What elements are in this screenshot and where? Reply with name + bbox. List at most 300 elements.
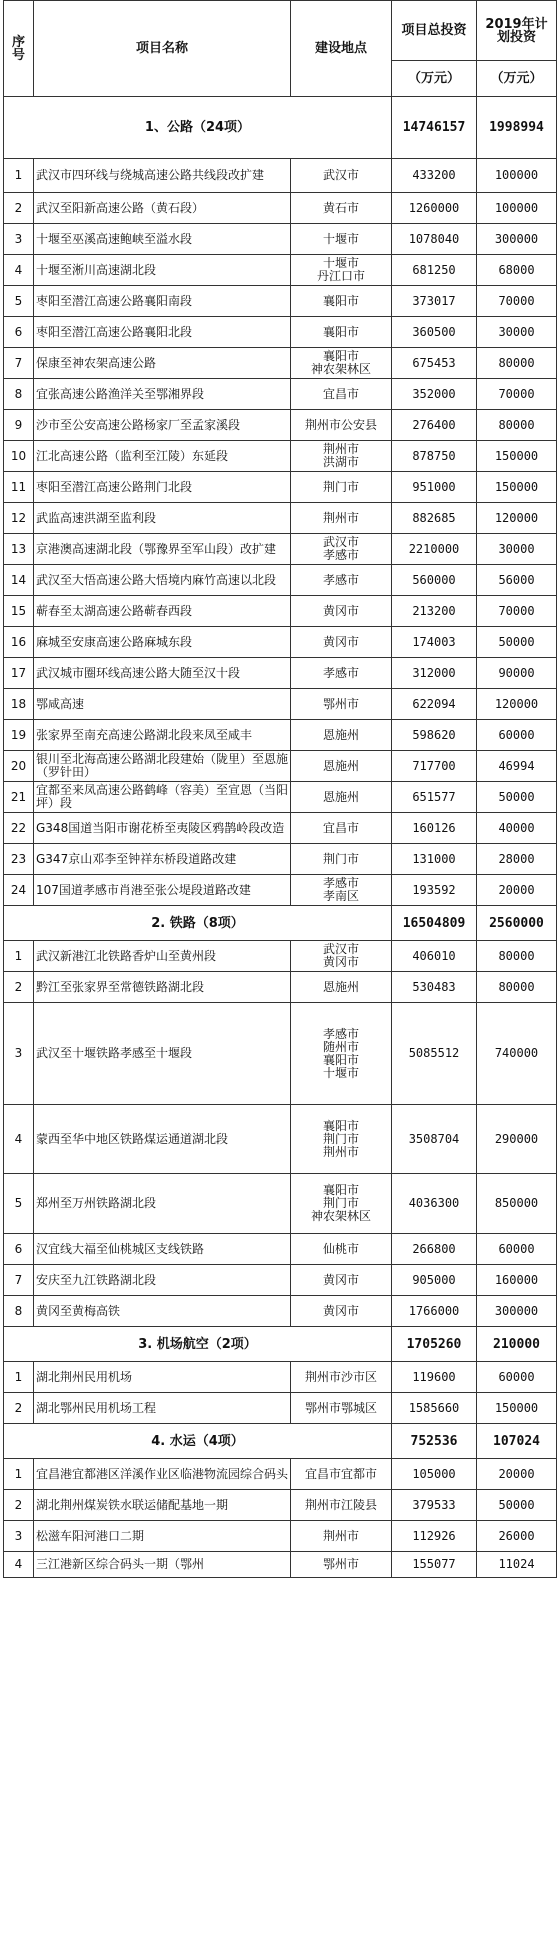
table-row <box>4 159 557 193</box>
row-index: 21 <box>4 782 34 813</box>
table-row <box>4 1265 557 1296</box>
project-total: 675453 <box>392 348 477 379</box>
project-total: 951000 <box>392 472 477 503</box>
project-total: 193592 <box>392 875 477 906</box>
location-line: 襄阳市 <box>322 1183 359 1197</box>
project-plan: 50000 <box>477 782 557 813</box>
section-plan: 1998994 <box>477 97 557 159</box>
section-title: 4. 水运（4项） <box>4 1424 392 1459</box>
project-total: 598620 <box>392 720 477 751</box>
project-total: 1766000 <box>392 1296 477 1327</box>
col-name-header: 项目名称 <box>34 1 291 97</box>
section-title: 2. 铁路（8项） <box>4 906 392 941</box>
row-index: 18 <box>4 689 34 720</box>
location-line: 武汉市 <box>322 535 359 549</box>
table-row <box>4 1234 557 1265</box>
project-location <box>291 875 392 906</box>
project-plan: 290000 <box>477 1105 557 1174</box>
project-plan: 40000 <box>477 813 557 844</box>
project-location <box>291 941 392 972</box>
location-line: 襄阳市 <box>322 349 359 363</box>
project-plan: 70000 <box>477 379 557 410</box>
location-line: 孝感市 <box>322 876 359 890</box>
row-index: 20 <box>4 751 34 782</box>
project-total: 105000 <box>392 1459 477 1490</box>
project-name: 宜昌港宜都港区洋溪作业区临港物流园综合码头 <box>34 1459 291 1490</box>
row-index: 1 <box>4 1459 34 1490</box>
row-index: 5 <box>4 286 34 317</box>
project-name: 107国道孝感市肖港至张公堤段道路改建 <box>34 875 291 906</box>
section-total: 14746157 <box>392 97 477 159</box>
project-plan: 100000 <box>477 159 557 193</box>
project-location <box>291 472 392 503</box>
project-plan: 80000 <box>477 972 557 1003</box>
location-line: 十堰市 <box>322 1065 359 1080</box>
project-total: 373017 <box>392 286 477 317</box>
project-plan: 740000 <box>477 1003 557 1105</box>
project-location <box>291 972 392 1003</box>
section-total: 1705260 <box>392 1327 477 1362</box>
project-name: 三江港新区综合码头一期（鄂州 <box>34 1552 291 1578</box>
row-index: 1 <box>4 1362 34 1393</box>
project-location <box>291 534 392 565</box>
table-row <box>4 379 557 410</box>
project-total: 119600 <box>392 1362 477 1393</box>
location-line: 荆州市江陵县 <box>304 1497 377 1512</box>
project-location <box>291 348 392 379</box>
project-location <box>291 1459 392 1490</box>
location-line: 孝感市 <box>322 665 359 680</box>
location-line: 神农架林区 <box>310 362 371 376</box>
project-plan: 80000 <box>477 348 557 379</box>
location-line: 襄阳市 <box>322 324 359 339</box>
row-index: 2 <box>4 1490 34 1521</box>
project-name: 武监高速洪湖至监利段 <box>34 503 291 534</box>
project-total: 266800 <box>392 1234 477 1265</box>
project-plan: 11024 <box>477 1552 557 1578</box>
section-plan: 210000 <box>477 1327 557 1362</box>
location-line: 孝南区 <box>322 889 359 903</box>
project-total: 530483 <box>392 972 477 1003</box>
project-name: 湖北荆州民用机场 <box>34 1362 291 1393</box>
row-index: 11 <box>4 472 34 503</box>
project-location <box>291 658 392 689</box>
project-location <box>291 193 392 224</box>
project-location <box>291 689 392 720</box>
project-plan: 50000 <box>477 627 557 658</box>
project-location <box>291 441 392 472</box>
table-row <box>4 689 557 720</box>
project-plan: 90000 <box>477 658 557 689</box>
project-name: 黄冈至黄梅高铁 <box>34 1296 291 1327</box>
project-location <box>291 1362 392 1393</box>
row-index: 1 <box>4 159 34 193</box>
location-line: 荆门市 <box>322 1196 359 1210</box>
location-line: 恩施州 <box>322 979 359 994</box>
row-index: 6 <box>4 1234 34 1265</box>
location-line: 随州市 <box>322 1039 359 1054</box>
project-plan: 120000 <box>477 689 557 720</box>
project-plan: 60000 <box>477 1234 557 1265</box>
table-row <box>4 1552 557 1578</box>
project-name: 蕲春至太湖高速公路蕲春西段 <box>34 596 291 627</box>
row-index: 2 <box>4 1393 34 1424</box>
row-index: 5 <box>4 1174 34 1234</box>
section-row <box>4 97 557 159</box>
project-total: 4036300 <box>392 1174 477 1234</box>
table-row <box>4 565 557 596</box>
project-name: G348国道当阳市谢花桥至夷陵区鸦鹊岭段改造 <box>34 813 291 844</box>
project-location <box>291 627 392 658</box>
section-row <box>4 906 557 941</box>
project-name: 松滋车阳河港口二期 <box>34 1521 291 1552</box>
project-total: 155077 <box>392 1552 477 1578</box>
project-name: 武汉城市圈环线高速公路大随至汉十段 <box>34 658 291 689</box>
project-name: 枣阳至潜江高速公路襄阳北段 <box>34 317 291 348</box>
project-total: 717700 <box>392 751 477 782</box>
location-line: 黄冈市 <box>322 955 359 969</box>
section-plan: 2560000 <box>477 906 557 941</box>
table-row <box>4 844 557 875</box>
project-plan: 28000 <box>477 844 557 875</box>
table-row <box>4 1105 557 1174</box>
project-name: 江北高速公路（监利至江陵）东延段 <box>34 441 291 472</box>
project-total: 406010 <box>392 941 477 972</box>
table-row <box>4 224 557 255</box>
project-plan: 70000 <box>477 596 557 627</box>
table-row <box>4 751 557 782</box>
row-index: 6 <box>4 317 34 348</box>
project-plan: 68000 <box>477 255 557 286</box>
project-location <box>291 1003 392 1105</box>
project-plan: 120000 <box>477 503 557 534</box>
table-row <box>4 972 557 1003</box>
table-header <box>4 1 557 97</box>
project-name: 武汉至阳新高速公路（黄石段） <box>34 193 291 224</box>
project-location <box>291 1105 392 1174</box>
project-location <box>291 751 392 782</box>
project-plan: 60000 <box>477 1362 557 1393</box>
project-plan: 20000 <box>477 875 557 906</box>
row-index: 8 <box>4 379 34 410</box>
table-row <box>4 658 557 689</box>
location-line: 荆州市沙市区 <box>304 1369 377 1384</box>
location-line: 恩施州 <box>322 727 359 742</box>
project-plan: 26000 <box>477 1521 557 1552</box>
project-plan: 46994 <box>477 751 557 782</box>
row-index: 7 <box>4 1265 34 1296</box>
location-line: 孝感市 <box>322 572 359 587</box>
project-total: 174003 <box>392 627 477 658</box>
location-line: 襄阳市 <box>322 1052 359 1067</box>
row-index: 1 <box>4 941 34 972</box>
project-total: 352000 <box>392 379 477 410</box>
location-line: 洪湖市 <box>322 455 359 469</box>
project-total: 112926 <box>392 1521 477 1552</box>
project-location <box>291 565 392 596</box>
project-location <box>291 1234 392 1265</box>
location-line: 仙桃市 <box>322 1241 359 1256</box>
project-name: 银川至北海高速公路湖北段建始（陇里）至恩施（罗针田） <box>34 751 291 782</box>
table-row <box>4 317 557 348</box>
section-total: 16504809 <box>392 906 477 941</box>
project-total: 882685 <box>392 503 477 534</box>
project-location <box>291 1490 392 1521</box>
project-total: 3508704 <box>392 1105 477 1174</box>
project-total: 651577 <box>392 782 477 813</box>
table-row <box>4 503 557 534</box>
location-line: 丹江口市 <box>316 269 365 283</box>
project-plan: 300000 <box>477 1296 557 1327</box>
row-index: 15 <box>4 596 34 627</box>
project-location <box>291 1265 392 1296</box>
row-index: 12 <box>4 503 34 534</box>
project-plan: 160000 <box>477 1265 557 1296</box>
table-row <box>4 410 557 441</box>
table-row <box>4 875 557 906</box>
project-total: 2210000 <box>392 534 477 565</box>
row-index: 10 <box>4 441 34 472</box>
row-index: 22 <box>4 813 34 844</box>
project-total: 276400 <box>392 410 477 441</box>
table-row <box>4 255 557 286</box>
location-line: 黄冈市 <box>322 634 359 649</box>
project-name: 安庆至九江铁路湖北段 <box>34 1265 291 1296</box>
row-index: 13 <box>4 534 34 565</box>
project-total: 379533 <box>392 1490 477 1521</box>
location-line: 武汉市 <box>322 168 359 182</box>
project-name: 武汉新港江北铁路香炉山至黄州段 <box>34 941 291 972</box>
project-location <box>291 379 392 410</box>
col-plan-header: 2019年计划投资 <box>477 1 557 61</box>
row-index: 3 <box>4 224 34 255</box>
project-total: 312000 <box>392 658 477 689</box>
row-index: 4 <box>4 1105 34 1174</box>
project-name: 保康至神农架高速公路 <box>34 348 291 379</box>
project-plan: 150000 <box>477 472 557 503</box>
project-location <box>291 596 392 627</box>
project-total: 360500 <box>392 317 477 348</box>
row-index: 3 <box>4 1003 34 1105</box>
project-location <box>291 813 392 844</box>
project-location <box>291 317 392 348</box>
project-location <box>291 159 392 193</box>
project-location <box>291 1521 392 1552</box>
unit-plan: （万元） <box>477 61 557 97</box>
table-row <box>4 1490 557 1521</box>
location-line: 荆门市 <box>322 479 359 494</box>
section-plan: 107024 <box>477 1424 557 1459</box>
row-index: 24 <box>4 875 34 906</box>
location-line: 鄂州市 <box>322 696 359 711</box>
location-line: 十堰市 <box>322 256 359 270</box>
project-location <box>291 1393 392 1424</box>
location-line: 襄阳市 <box>322 293 359 308</box>
location-line: 襄阳市 <box>322 1118 359 1133</box>
location-line: 孝感市 <box>322 548 359 562</box>
project-name: 鄂咸高速 <box>34 689 291 720</box>
project-name: 蒙西至华中地区铁路煤运通道湖北段 <box>34 1105 291 1174</box>
project-name: 京港澳高速湖北段（鄂豫界至军山段）改扩建 <box>34 534 291 565</box>
section-row <box>4 1327 557 1362</box>
location-line: 恩施州 <box>322 789 359 804</box>
project-plan: 100000 <box>477 193 557 224</box>
project-name: G347京山邓李至钟祥东桥段道路改建 <box>34 844 291 875</box>
project-name: 张家界至南充高速公路湖北段来凤至咸丰 <box>34 720 291 751</box>
project-total: 131000 <box>392 844 477 875</box>
project-plan: 150000 <box>477 1393 557 1424</box>
project-location <box>291 410 392 441</box>
table-row <box>4 534 557 565</box>
project-location <box>291 503 392 534</box>
project-total: 433200 <box>392 159 477 193</box>
project-location <box>291 1552 392 1578</box>
section-row <box>4 1424 557 1459</box>
location-line: 恩施州 <box>322 758 359 773</box>
project-location <box>291 224 392 255</box>
table-row <box>4 472 557 503</box>
location-line: 鄂州市 <box>322 1557 359 1571</box>
project-name: 武汉市四环线与绕城高速公路共线段改扩建 <box>34 159 291 193</box>
project-total: 681250 <box>392 255 477 286</box>
location-line: 宜昌市宜都市 <box>304 1466 377 1481</box>
project-total: 1260000 <box>392 193 477 224</box>
project-name: 沙市至公安高速公路杨家厂至孟家溪段 <box>34 410 291 441</box>
project-name: 宜都至来凤高速公路鹤峰（容美）至宣恩（当阳坪）段 <box>34 782 291 813</box>
table-row <box>4 193 557 224</box>
table-row <box>4 286 557 317</box>
project-plan: 80000 <box>477 410 557 441</box>
project-total: 1078040 <box>392 224 477 255</box>
table-row <box>4 1521 557 1552</box>
location-line: 荆州市公安县 <box>304 417 377 432</box>
project-plan: 300000 <box>477 224 557 255</box>
col-location-header: 建设地点 <box>291 1 392 97</box>
location-line: 宜昌市 <box>322 386 359 401</box>
table-row <box>4 1362 557 1393</box>
location-line: 荆州市 <box>322 442 359 456</box>
section-title: 1、公路（24项） <box>4 97 392 159</box>
location-line: 荆州市 <box>322 1144 359 1159</box>
project-plan: 70000 <box>477 286 557 317</box>
project-location <box>291 1296 392 1327</box>
table-row <box>4 1174 557 1234</box>
project-location <box>291 782 392 813</box>
project-total: 878750 <box>392 441 477 472</box>
unit-total: （万元） <box>392 61 477 97</box>
table-body <box>4 97 557 1578</box>
row-index: 9 <box>4 410 34 441</box>
project-plan: 80000 <box>477 941 557 972</box>
location-line: 鄂州市鄂城区 <box>304 1400 377 1415</box>
project-name: 枣阳至潜江高速公路荆门北段 <box>34 472 291 503</box>
row-index: 7 <box>4 348 34 379</box>
project-location <box>291 255 392 286</box>
project-name: 湖北鄂州民用机场工程 <box>34 1393 291 1424</box>
project-name: 汉宜线大福至仙桃城区支线铁路 <box>34 1234 291 1265</box>
row-index: 3 <box>4 1521 34 1552</box>
project-total: 560000 <box>392 565 477 596</box>
location-line: 荆门市 <box>322 851 359 866</box>
location-line: 荆门市 <box>322 1131 359 1146</box>
project-total: 5085512 <box>392 1003 477 1105</box>
project-name: 武汉至十堰铁路孝感至十堰段 <box>34 1003 291 1105</box>
table-row <box>4 627 557 658</box>
row-index: 2 <box>4 193 34 224</box>
project-location <box>291 844 392 875</box>
table-row <box>4 782 557 813</box>
project-name: 麻城至安康高速公路麻城东段 <box>34 627 291 658</box>
location-line: 黄石市 <box>322 200 359 215</box>
project-location <box>291 286 392 317</box>
row-index: 2 <box>4 972 34 1003</box>
table-row <box>4 441 557 472</box>
project-total: 1585660 <box>392 1393 477 1424</box>
project-name: 湖北荆州煤炭铁水联运储配基地一期 <box>34 1490 291 1521</box>
table-row <box>4 1459 557 1490</box>
project-plan: 30000 <box>477 317 557 348</box>
project-plan: 56000 <box>477 565 557 596</box>
project-name: 十堰至巫溪高速鲍峡至溢水段 <box>34 224 291 255</box>
project-location <box>291 720 392 751</box>
location-line: 宜昌市 <box>322 820 359 835</box>
row-index: 8 <box>4 1296 34 1327</box>
table-row <box>4 348 557 379</box>
project-plan: 50000 <box>477 1490 557 1521</box>
project-name: 枣阳至潜江高速公路襄阳南段 <box>34 286 291 317</box>
col-index-header: 序号 <box>4 1 34 97</box>
project-name: 十堰至淅川高速湖北段 <box>34 255 291 286</box>
col-total-header: 项目总投资 <box>392 1 477 61</box>
row-index: 4 <box>4 255 34 286</box>
table-row <box>4 596 557 627</box>
project-plan: 20000 <box>477 1459 557 1490</box>
table-row <box>4 813 557 844</box>
row-index: 23 <box>4 844 34 875</box>
location-line: 神农架林区 <box>310 1209 371 1223</box>
project-plan: 60000 <box>477 720 557 751</box>
table-row <box>4 1296 557 1327</box>
project-total: 905000 <box>392 1265 477 1296</box>
row-index: 16 <box>4 627 34 658</box>
project-name: 武汉至大悟高速公路大悟境内麻竹高速以北段 <box>34 565 291 596</box>
table-row <box>4 720 557 751</box>
location-line: 孝感市 <box>322 1026 359 1041</box>
location-line: 黄冈市 <box>322 1303 359 1318</box>
location-line: 黄冈市 <box>322 1272 359 1287</box>
location-line: 黄冈市 <box>322 603 359 618</box>
project-plan: 150000 <box>477 441 557 472</box>
section-title: 3. 机场航空（2项） <box>4 1327 392 1362</box>
row-index: 14 <box>4 565 34 596</box>
location-line: 荆州市 <box>322 1528 359 1543</box>
location-line: 十堰市 <box>322 231 359 246</box>
project-total: 622094 <box>392 689 477 720</box>
table-row <box>4 1393 557 1424</box>
location-line: 武汉市 <box>322 942 359 956</box>
row-index: 19 <box>4 720 34 751</box>
project-plan: 30000 <box>477 534 557 565</box>
project-name: 黔江至张家界至常德铁路湖北段 <box>34 972 291 1003</box>
section-total: 752536 <box>392 1424 477 1459</box>
project-total: 213200 <box>392 596 477 627</box>
table-row <box>4 1003 557 1105</box>
project-plan: 850000 <box>477 1174 557 1234</box>
location-line: 荆州市 <box>322 510 359 525</box>
project-name: 宜张高速公路渔洋关至鄂湘界段 <box>34 379 291 410</box>
project-location <box>291 1174 392 1234</box>
table-row <box>4 941 557 972</box>
